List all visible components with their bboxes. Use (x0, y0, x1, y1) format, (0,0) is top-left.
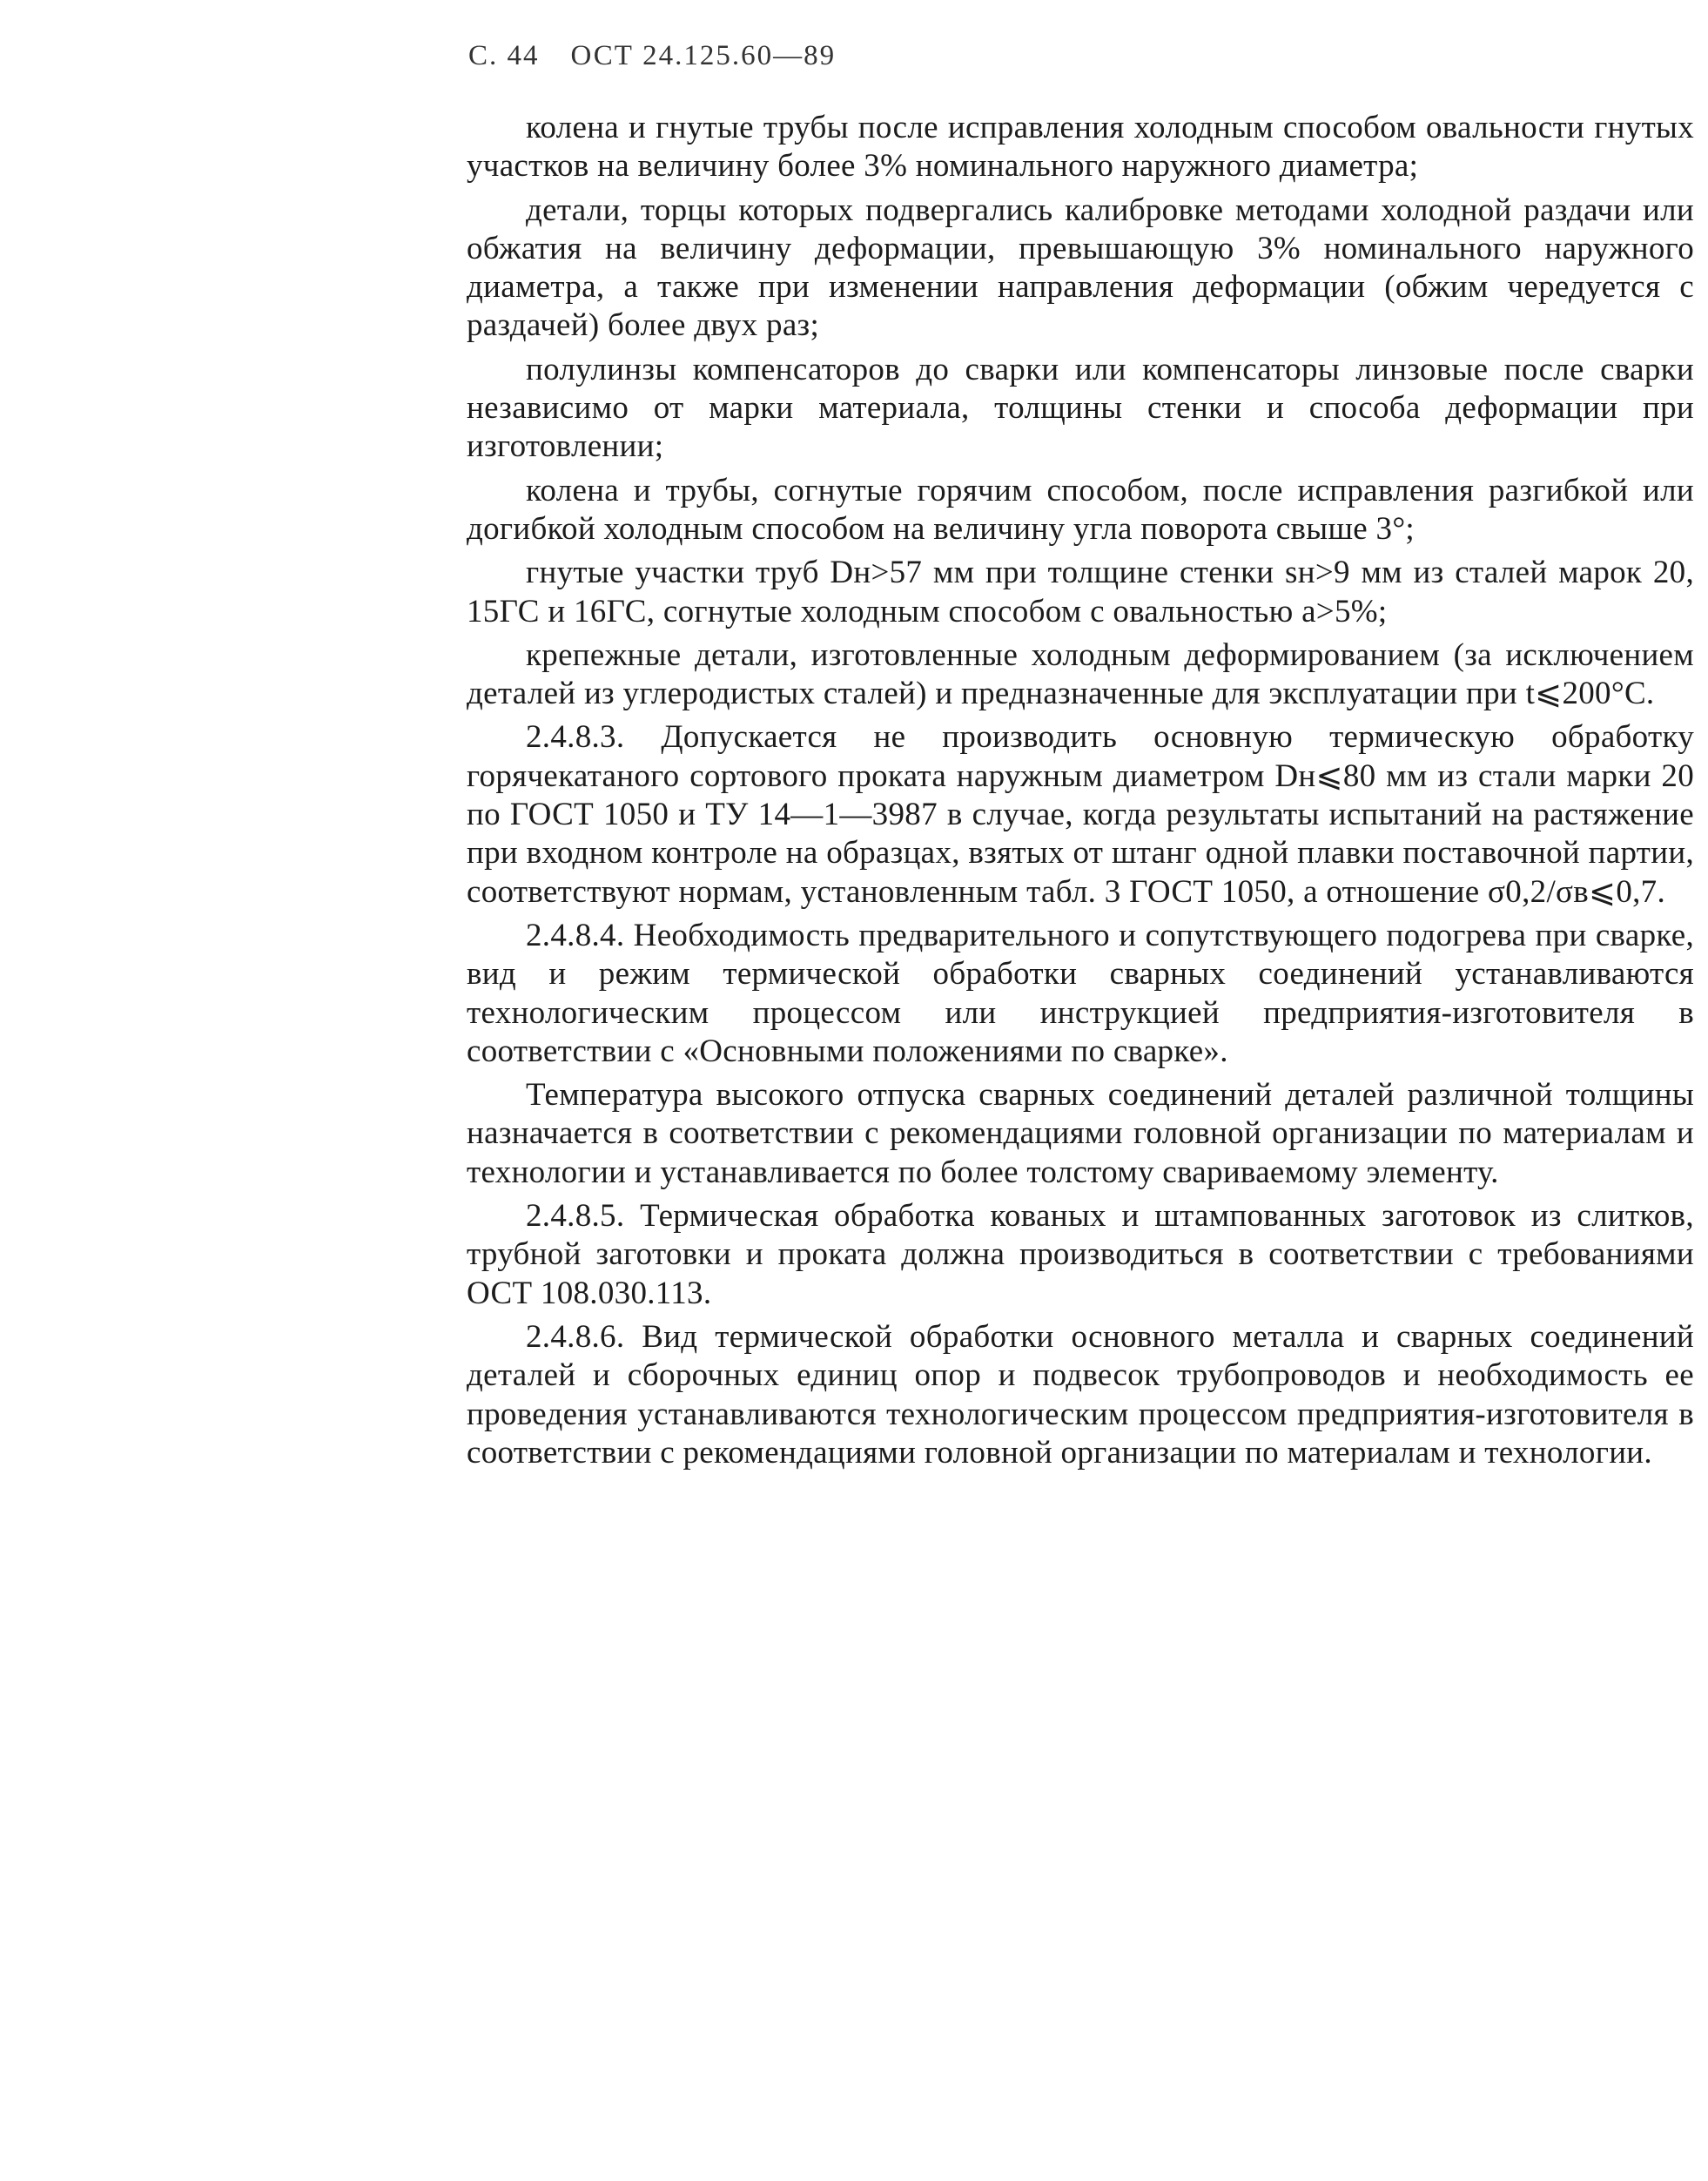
paragraph-2-4-8-5: 2.4.8.5. Термическая обработка кованых и штампованных заготовок из слитков, трубной заготовки и проката должна производиться в соответствии с требованиями ОСТ 108.030.113. (467, 1198, 1694, 1311)
standard-code: ОСТ 24.125.60—89 (570, 40, 837, 71)
page-header (468, 40, 867, 72)
paragraph-hot-bent-pipes: колена и трубы, согнутые горячим способом, после исправления разгибкой или догибкой холодным способом на величину угла поворота свыше 3°; (467, 472, 1694, 547)
paragraph-fasteners: крепежные детали, изготовленные холодным деформированием (за исключением деталей из углеродистых сталей) и предназначенные для эксплуатации при t⩽200°С. (467, 636, 1694, 712)
paragraph-tempering-temperature: Температура высокого отпуска сварных соединений деталей различной толщины назначается в соответствии с рекомендациями головной организации по материалам и технологии и устанавливается по более толстому свариваемому элементу. (467, 1077, 1694, 1190)
paragraph-cold-bent-sections: гнутые участки труб Dн>57 мм при толщине стенки sн>9 мм из сталей марок 20, 15ГС и 16ГС, согнутые холодным способом с овальностью a>5%; (467, 555, 1694, 629)
paragraph-bent-pipes: колена и гнутые трубы после исправления холодным способом овальности гнутых участков на величину более 3% номинального наружного диаметра; (467, 110, 1694, 185)
paragraph-2-4-8-6: 2.4.8.6. Вид термической обработки основного металла и сварных соединений деталей и сборочных единиц опор и подвесок трубопроводов и необходимость ее проведения устанавливаются технологическим процессом предприятия-изготовителя в соответствии с рекомендациями головной организации по материалам и технологии. (467, 1318, 1694, 1471)
paragraph-2-4-8-4: 2.4.8.4. Необходимость предварительного и сопутствующего подогрева при сварке, вид и режим термической обработки сварных соединений устанавливаются технологическим процессом или инструкцией предприятия-изготовителя в соответствии с «Основными положениями по сварке». (467, 917, 1694, 1069)
paragraph-compensator-halflens: полулинзы компенсаторов до сварки или компенсаторы линзовые после сварки независимо от марки материала, толщины стенки и способа деформации при изготовлении; (467, 351, 1694, 465)
paragraph-calibrated-parts: детали, торцы которых подвергались калибровке методами холодной раздачи или обжатия на величину деформации, превышающую 3% номинального наружного диаметра, а также при изменении направления деформации (обжим чередуется с раздачей) более двух раз; (467, 192, 1694, 344)
document-body (467, 109, 1694, 1472)
page-number: С. 44 (468, 40, 540, 71)
paragraph-2-4-8-3: 2.4.8.3. Допускается не производить основную термическую обработку горячекатаного сортового проката наружным диаметром Dн⩽80 мм из стали марки 20 по ГОСТ 1050 и ТУ 14—1—3987 в случае, когда результаты испытаний на растяжение при входном контроле на образцах, взятых от штанг одной плавки поставочной партии, соответствуют нормам, установленным табл. 3 ГОСТ 1050, а отношение σ0,2/σв⩽0,7. (467, 719, 1694, 910)
